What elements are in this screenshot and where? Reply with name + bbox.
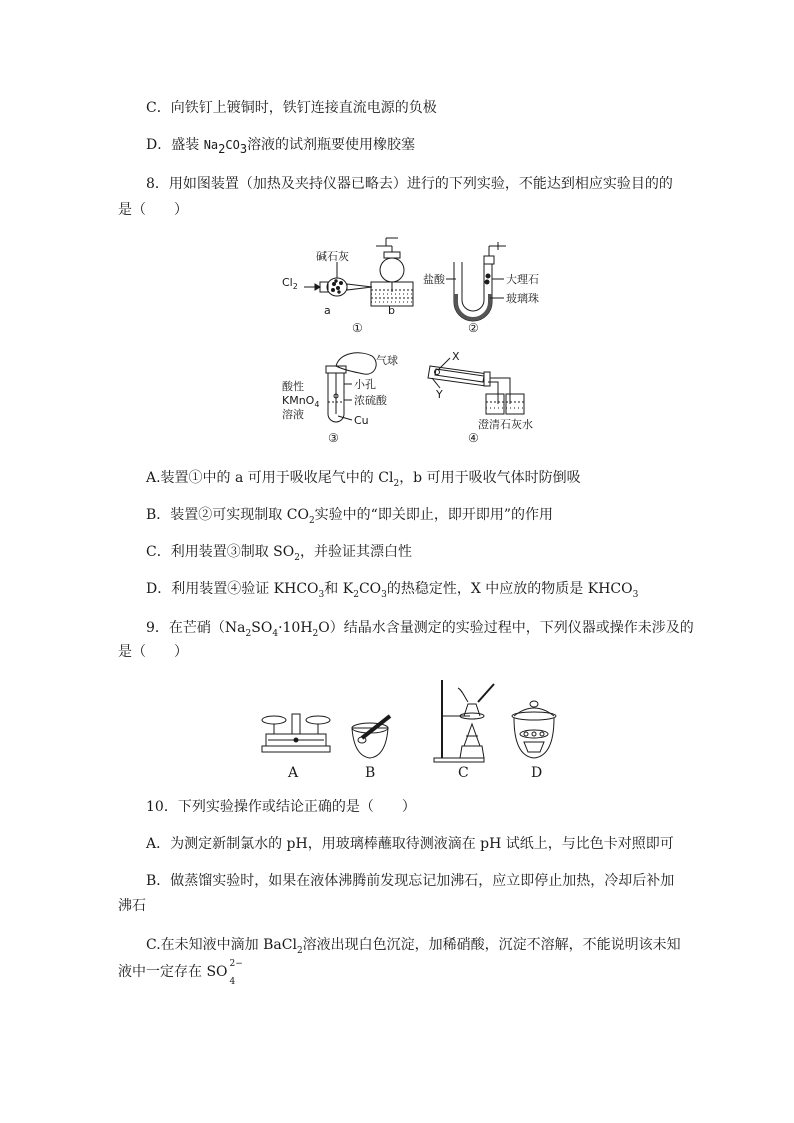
stand-base bbox=[434, 758, 484, 762]
q9-label-a: A bbox=[288, 765, 299, 781]
sulfate-charge: 2− 4 bbox=[229, 959, 243, 987]
nongliusuan-label: 浓硫酸 bbox=[354, 394, 387, 407]
balance-left-pan bbox=[262, 716, 286, 724]
q8-apparatus-svg bbox=[280, 232, 550, 450]
q7-option-d: D．盛装 $Na_2CO_3$溶液的试剂瓶要使用橡胶塞 bbox=[146, 137, 416, 156]
q9-label-b: B bbox=[365, 765, 376, 781]
mortar-instrument bbox=[352, 716, 390, 758]
q9-instruments-figure bbox=[258, 676, 558, 782]
q9-label-d: D bbox=[531, 765, 543, 781]
device-4 bbox=[428, 358, 524, 414]
device-4-number: ④ bbox=[468, 431, 479, 445]
q9-stem-cont: 是（ ） bbox=[118, 644, 188, 660]
u-tube-stopper bbox=[484, 256, 494, 264]
x-label: X bbox=[452, 350, 460, 363]
cu-pointer bbox=[338, 416, 352, 420]
rongye-label: 溶液 bbox=[282, 408, 304, 421]
q8-stem: 8．用如图装置（加热及夹持仪器已略去）进行的下列实验，不能达到相应实验目的的 bbox=[146, 176, 673, 192]
desiccator-instrument bbox=[512, 701, 556, 758]
suanxing-label: 酸性 bbox=[282, 380, 304, 393]
dalishi-label: 大理石 bbox=[506, 273, 539, 286]
device-2-number: ② bbox=[468, 321, 479, 335]
q10-option-b: B．做蒸馏实验时，如果在液体沸腾前发现忘记加沸石，应立即停止加热，冷却后补加 bbox=[146, 873, 675, 889]
y-label: Y bbox=[436, 388, 443, 401]
pestle bbox=[362, 716, 390, 738]
q7-option-c: C．向铁钉上镀铜时，铁钉连接直流电源的负极 bbox=[146, 100, 437, 116]
q8-option-d: D．利用装置④验证 $KHCO_3$和 $K_2CO_3$的热稳定性，X 中应放的物质是 $KHCO_3$ bbox=[146, 581, 639, 600]
drying-tube-tail bbox=[347, 284, 372, 290]
funnel-stopper bbox=[384, 252, 400, 258]
q10-option-c: C.在未知液中滴加 BaCl$_2$溶液出现白色沉淀，加稀硝酸，沉淀不溶解，不能说明该未知 bbox=[146, 937, 681, 956]
jianshihui-label: 碱石灰 bbox=[316, 250, 349, 263]
q8-stem-cont: 是（ ） bbox=[118, 202, 188, 218]
cl2-label: $Cl_2$ bbox=[282, 276, 298, 291]
inverted-funnel bbox=[380, 258, 404, 282]
balance-right-pan bbox=[306, 716, 330, 724]
glass-rod bbox=[478, 684, 494, 702]
q10-stem: 10．下列实验操作或结论正确的是（ ） bbox=[146, 799, 416, 815]
lid-knob bbox=[530, 701, 538, 707]
balance-instrument bbox=[262, 714, 330, 752]
q9-instruments-svg bbox=[258, 676, 558, 782]
q9-stem: 9．在芒硝$(Na_2SO_4\cdot 10H_2O)$结晶水含量测定的实验过程中，下列仪器或操作未涉及的 bbox=[146, 620, 694, 639]
q8-option-b: B．装置②可实现制取 $CO_2$实验中的“即关即止，即开即用”的作用 bbox=[146, 507, 553, 526]
q10-option-c-cont: 液中一定存在 SO 2− 4 bbox=[118, 959, 243, 987]
device-3-number: ③ bbox=[328, 431, 339, 445]
alcohol-lamp-flame bbox=[464, 724, 480, 746]
q8-apparatus-figure bbox=[280, 232, 550, 450]
desiccant bbox=[524, 742, 544, 752]
cu-label: Cu bbox=[354, 414, 369, 427]
crucible bbox=[464, 704, 480, 716]
beaker-4a bbox=[486, 394, 504, 414]
u-tube-inner bbox=[462, 262, 484, 311]
q10-option-b-cont: 沸石 bbox=[118, 898, 146, 914]
q8-option-c: C．利用装置③制取 $SO_2$，并验证其漂白性 bbox=[146, 544, 412, 563]
label-b: b bbox=[388, 304, 395, 317]
desiccator-rim bbox=[512, 712, 556, 720]
tongs bbox=[458, 688, 468, 702]
xiaokong-label: 小孔 bbox=[354, 378, 376, 391]
device-1-number: ① bbox=[352, 321, 363, 335]
q8-option-a: A.装置①中的 a 可用于吸收尾气中的 $Cl_2$，b 可用于吸收气体时防倒吸 bbox=[146, 470, 581, 489]
cl2-arrowhead bbox=[315, 284, 320, 290]
q9-label-c: C bbox=[458, 765, 469, 781]
balance-pointer-post bbox=[292, 714, 300, 734]
kmno4-label: KMnO$_4$ bbox=[282, 394, 320, 409]
device-2 bbox=[446, 242, 506, 321]
test-tube-3-stopper bbox=[326, 366, 346, 373]
alcohol-lamp bbox=[460, 746, 484, 758]
chengqing-label: 澄清石灰水 bbox=[478, 418, 533, 431]
device-1 bbox=[304, 238, 413, 306]
q10-option-a: A．为测定新制氯水的 pH，用玻璃棒蘸取待测液滴在 pH 试纸上，与比色卡对照即可 bbox=[146, 836, 674, 852]
beaker-4b bbox=[506, 394, 524, 414]
heating-setup-instrument bbox=[434, 680, 494, 762]
yansuan-label: 盐酸 bbox=[423, 273, 445, 286]
label-a: a bbox=[324, 304, 331, 317]
bolizhu-label: 玻璃珠 bbox=[506, 292, 539, 305]
qiqiu-label: 气球 bbox=[376, 354, 398, 367]
balance-foot bbox=[262, 746, 330, 752]
